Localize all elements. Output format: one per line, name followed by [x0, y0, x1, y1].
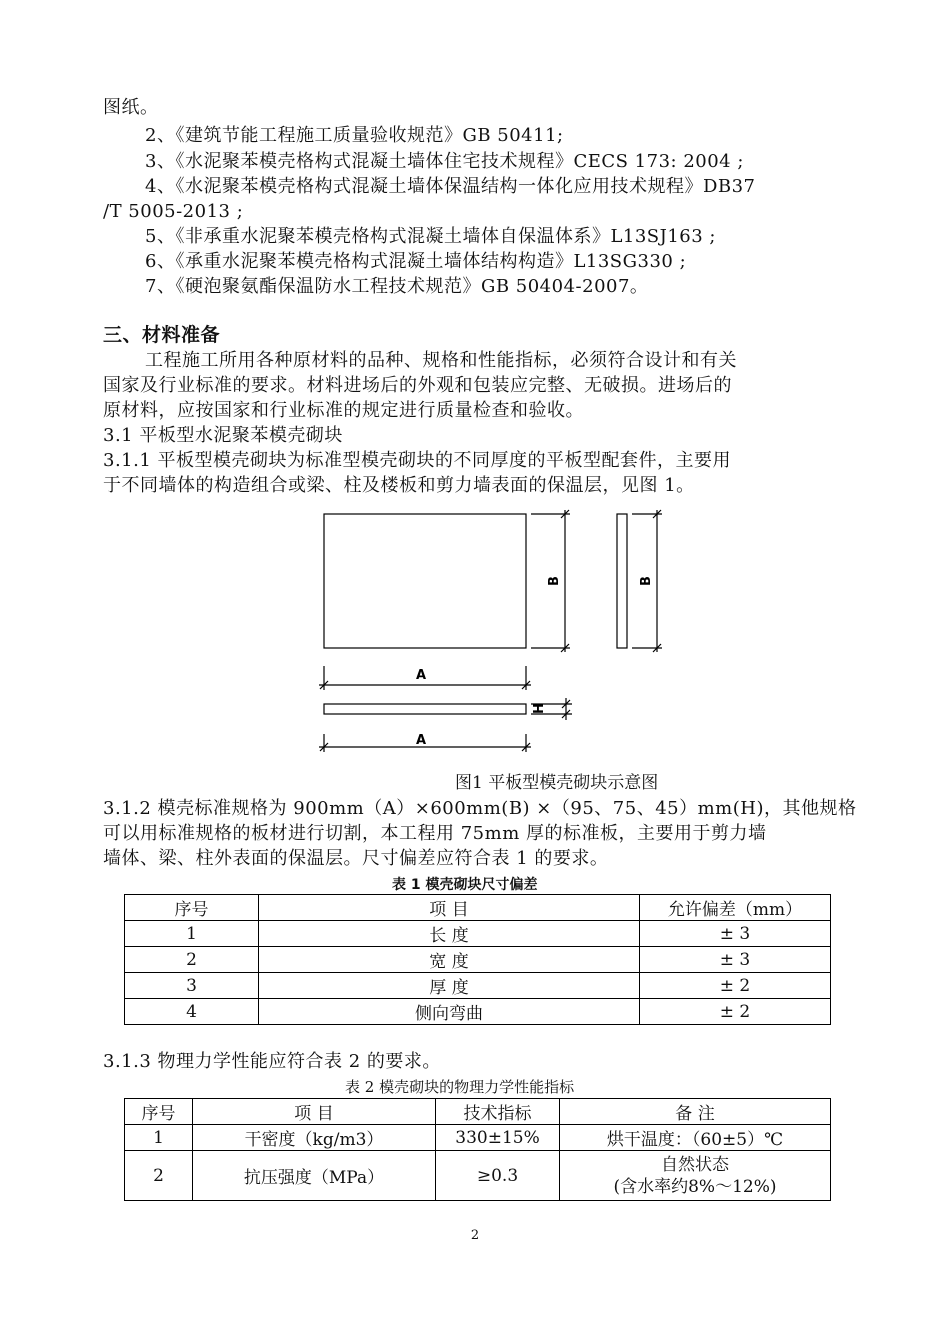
text-line: 3.1.2 模壳标准规格为 900mm（A）×600mm(B) ×（95、75、45）mm(H)，其他规格 [103, 798, 857, 819]
table-header: 备 注 [560, 1099, 831, 1125]
table-cell: 1 [125, 1125, 193, 1151]
dimension-label-a: A [416, 668, 427, 683]
table-cell-line: 自然状态 [661, 1154, 729, 1175]
table-row [125, 973, 831, 999]
text-line: 可以用标准规格的板材进行切割，本工程用 75mm 厚的标准板，主要用于剪力墙 [103, 823, 767, 844]
text-line: 5、《非承重水泥聚苯模壳格构式混凝土墙体自保温体系》L13SJ163 ; [145, 226, 716, 247]
dimension-label-b: B [547, 576, 562, 586]
table-row [125, 999, 831, 1025]
table-header: 序号 [125, 895, 259, 921]
text-line: /T 5005-2013 ; [103, 201, 244, 222]
table-row [125, 947, 831, 973]
table-cell: 2 [125, 1151, 193, 1201]
table-row [125, 921, 831, 947]
text-line: 3、《水泥聚苯模壳格构式混凝土墙体住宅技术规程》CECS 173: 2004 ; [145, 151, 744, 172]
table-cell [560, 1151, 831, 1201]
table-cell: 2 [125, 947, 259, 973]
table-cell: 3 [125, 973, 259, 999]
text-line: 7、《硬泡聚氨酯保温防水工程技术规范》GB 50404-2007。 [145, 276, 649, 297]
text-line: 2、《建筑节能工程施工质量验收规范》GB 50411; [145, 125, 564, 146]
figure-caption: 图1 平板型模壳砌块示意图 [455, 773, 659, 793]
subsection-heading: 3.1 平板型水泥聚苯模壳砌块 [103, 425, 343, 446]
text-line: 6、《承重水泥聚苯模壳格构式混凝土墙体结构构造》L13SG330 ; [145, 251, 687, 272]
table-cell: ± 3 [640, 947, 831, 973]
text-line: 工程施工所用各种原材料的品种、规格和性能指标，必须符合设计和有关 [145, 350, 737, 371]
table-cell: 烘干温度：（60±5）℃ [560, 1125, 831, 1151]
page-number: 2 [470, 1228, 480, 1243]
table-cell: 干密度（kg/m3） [193, 1125, 436, 1151]
text-line: 原材料，应按国家和行业标准的规定进行质量检查和验收。 [103, 400, 584, 421]
text-line: 于不同墙体的构造组合或梁、柱及楼板和剪力墙表面的保温层，见图 1。 [103, 475, 695, 496]
table-cell: 厚 度 [259, 973, 640, 999]
table-cell: ≥0.3 [436, 1151, 560, 1201]
table-cell: 330±15% [436, 1125, 560, 1151]
table-cell: 4 [125, 999, 259, 1025]
table-cell: 宽 度 [259, 947, 640, 973]
table-header: 项 目 [259, 895, 640, 921]
table-cell: ± 2 [640, 973, 831, 999]
table-cell: 长 度 [259, 921, 640, 947]
dimension-label-b: B [639, 576, 654, 586]
table-header: 允许偏差（mm） [640, 895, 831, 921]
dimension-label-a: A [416, 733, 427, 748]
table-physical-properties [124, 1098, 831, 1201]
table-cell: 抗压强度（MPa） [193, 1151, 436, 1201]
table-header: 项 目 [193, 1099, 436, 1125]
table-header: 序号 [125, 1099, 193, 1125]
table-row [125, 1125, 831, 1151]
table-row [125, 1151, 831, 1201]
text-line: 3.1.1 平板型模壳砌块为标准型模壳砌块的不同厚度的平板型配套件，主要用 [103, 450, 732, 471]
table-cell: ± 2 [640, 999, 831, 1025]
text-line: 图纸。 [103, 97, 159, 118]
text-line: 国家及行业标准的要求。材料进场后的外观和包装应完整、无破损。进场后的 [103, 375, 732, 396]
table-caption: 表 1 模壳砌块尺寸偏差 [392, 877, 538, 893]
text-line: 3.1.3 物理力学性能应符合表 2 的要求。 [103, 1051, 441, 1072]
table-cell: ± 3 [640, 921, 831, 947]
table-cell-line: (含水率约8%～12%) [613, 1176, 777, 1197]
section-heading: 三、材料准备 [103, 324, 221, 346]
text-line: 4、《水泥聚苯模壳格构式混凝土墙体保温结构一体化应用技术规程》DB37 [145, 176, 756, 197]
text-line: 墙体、梁、柱外表面的保温层。尺寸偏差应符合表 1 的要求。 [103, 848, 609, 869]
table-caption: 表 2 模壳砌块的物理力学性能指标 [345, 1078, 575, 1096]
table-cell: 侧向弯曲 [259, 999, 640, 1025]
table-cell: 1 [125, 921, 259, 947]
table-size-deviation [124, 894, 831, 1025]
table-header: 技术指标 [436, 1099, 560, 1125]
dimension-label-h: H [532, 703, 547, 714]
